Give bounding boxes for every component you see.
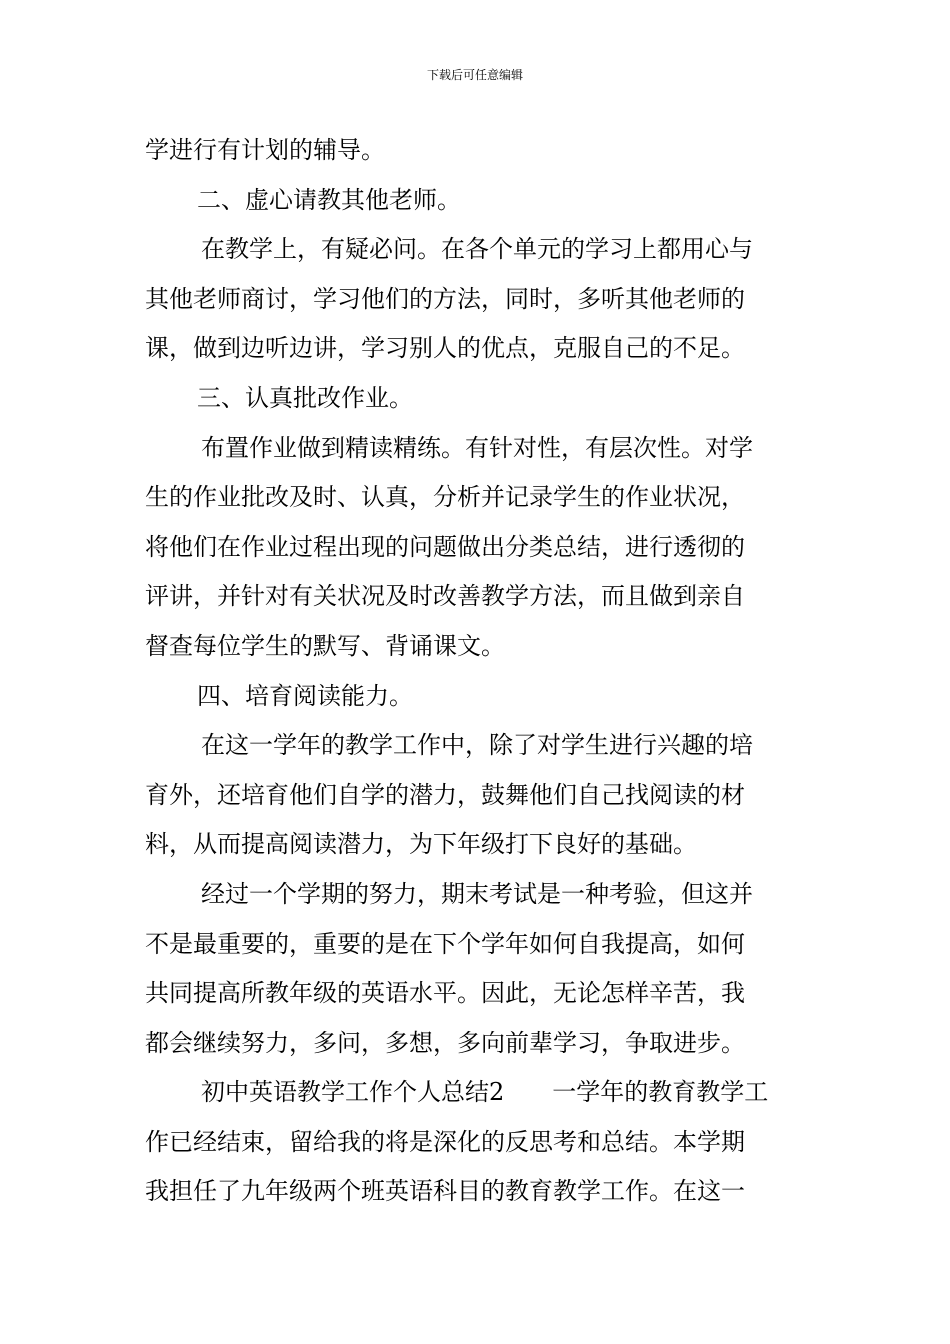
- text-line: 料，从而提高阅读潜力，为下年级打下良好的基础。: [145, 830, 697, 859]
- text-line: 生的作业批改及时、认真，分析并记录学生的作业状况，: [145, 483, 745, 512]
- text-line: 初中英语教学工作个人总结2 一学年的教育教学工: [201, 1078, 769, 1107]
- text-line: 将他们在作业过程出现的问题做出分类总结，进行透彻的: [145, 532, 745, 561]
- text-line: 不是最重要的，重要的是在下个学年如何自我提高，如何: [145, 929, 745, 958]
- text-line: 共同提高所教年级的英语水平。因此，无论怎样辛苦，我: [145, 979, 745, 1008]
- text-line: 在教学上，有疑必问。在各个单元的学习上都用心与: [201, 235, 753, 264]
- text-line: 学进行有计划的辅导。: [145, 136, 385, 164]
- text-line: 经过一个学期的努力，期末考试是一种考验，但这并: [201, 879, 753, 908]
- text-line: 督查每位学生的默写、背诵课文。: [145, 631, 505, 660]
- text-line: 在这一学年的教学工作中，除了对学生进行兴趣的培: [201, 731, 753, 760]
- text-line: 布置作业做到精读精练。有针对性，有层次性。对学: [201, 433, 753, 462]
- text-line: 课，做到边听边讲，学习别人的优点，克服自己的不足。: [145, 334, 745, 363]
- text-line: 都会继续努力，多问，多想，多向前辈学习，争取进步。: [145, 1028, 745, 1057]
- text-line: 作已经结束，留给我的将是深化的反思考和总结。本学期: [145, 1127, 745, 1156]
- text-line: 评讲，并针对有关状况及时改善教学方法，而且做到亲自: [145, 582, 745, 611]
- section-heading: 四、培育阅读能力。: [197, 681, 413, 710]
- section-heading: 三、认真批改作业。: [197, 383, 413, 412]
- text-line: 育外，还培育他们自学的潜力，鼓舞他们自己找阅读的材: [145, 780, 745, 809]
- text-line: 其他老师商讨，学习他们的方法，同时，多听其他老师的: [145, 284, 745, 313]
- text-line: 我担任了九年级两个班英语科目的教育教学工作。在这一: [145, 1177, 745, 1206]
- page-header: 下载后可任意编辑: [426, 68, 523, 82]
- section-heading: 二、虚心请教其他老师。: [197, 185, 461, 214]
- document-body: [145, 126, 807, 1217]
